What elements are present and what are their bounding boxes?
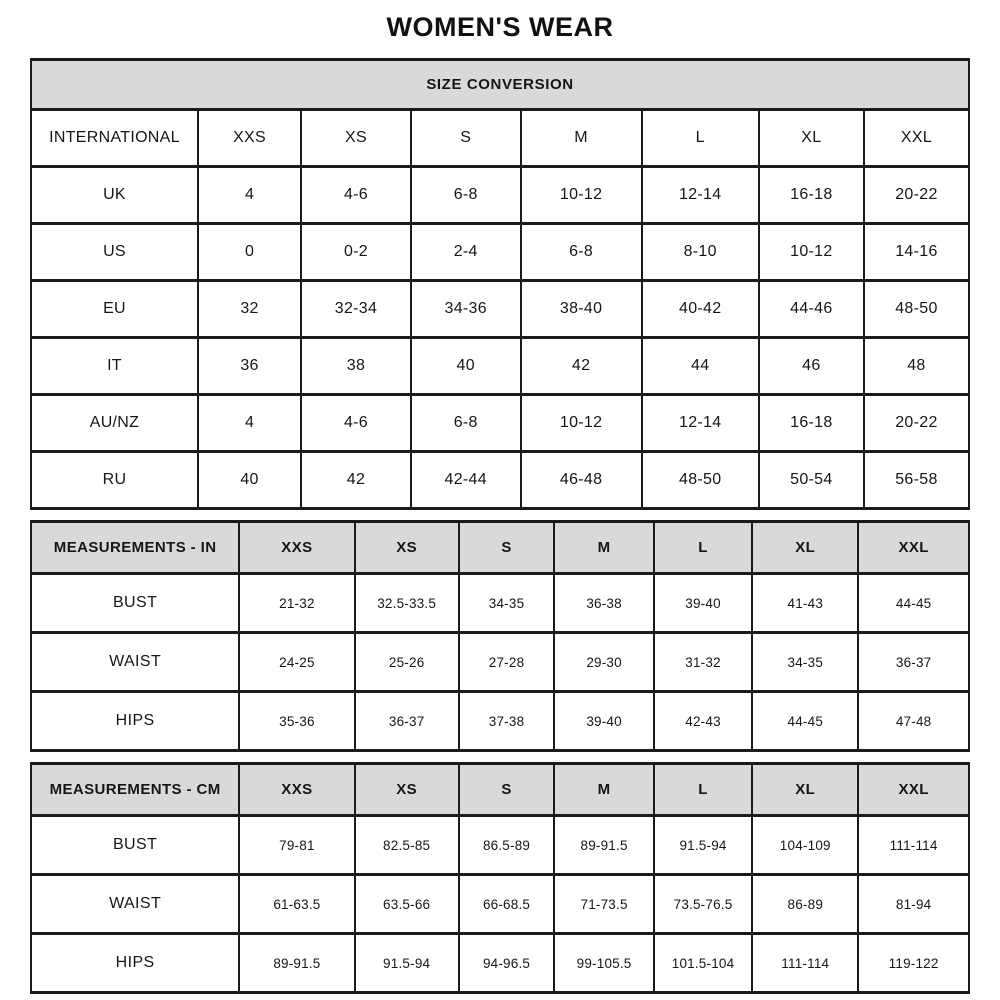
table-row-us [31, 224, 969, 281]
size-cell: 48 [864, 338, 969, 395]
measurement-cell: 66-68.5 [459, 875, 555, 934]
size-cell: 6-8 [411, 167, 521, 224]
row-label-bust: BUST [31, 816, 239, 875]
measurement-cell: 21-32 [239, 574, 354, 633]
table-row-waist-cm [31, 875, 969, 934]
size-cell: 4 [198, 167, 301, 224]
table-row-ru [31, 452, 969, 509]
table-row-eu [31, 281, 969, 338]
column-header-xl: XL [752, 522, 858, 574]
size-cell: 2-4 [411, 224, 521, 281]
column-header-xs: XS [355, 522, 459, 574]
size-cell: 38 [301, 338, 411, 395]
table-row-aunz [31, 395, 969, 452]
measurement-cell: 99-105.5 [554, 934, 653, 993]
size-conversion-heading: SIZE CONVERSION [31, 60, 969, 110]
column-header-l: L [654, 764, 752, 816]
measurement-cell: 73.5-76.5 [654, 875, 752, 934]
size-cell: 56-58 [864, 452, 969, 509]
column-header-m: M [554, 522, 653, 574]
table-row-it [31, 338, 969, 395]
measurement-cell: 104-109 [752, 816, 858, 875]
measurement-cell: 34-35 [752, 633, 858, 692]
column-header-xxl: XXL [858, 522, 969, 574]
measurement-cell: 91.5-94 [355, 934, 459, 993]
size-cell: 20-22 [864, 167, 969, 224]
column-header-international: INTERNATIONAL [31, 110, 198, 167]
table-row-bust-cm [31, 816, 969, 875]
size-cell: 48-50 [642, 452, 759, 509]
size-cell: 8-10 [642, 224, 759, 281]
measurement-cell: 36-38 [554, 574, 653, 633]
measurement-cell: 44-45 [858, 574, 969, 633]
column-header-xxl: XXL [864, 110, 969, 167]
table-row-hips-in [31, 692, 969, 751]
size-cell: 50-54 [759, 452, 864, 509]
row-label-us: US [31, 224, 198, 281]
size-cell: 44-46 [759, 281, 864, 338]
column-header-s: S [459, 764, 555, 816]
measurement-cell: 89-91.5 [554, 816, 653, 875]
size-cell: 10-12 [759, 224, 864, 281]
measurement-cell: 119-122 [858, 934, 969, 993]
measurement-cell: 86-89 [752, 875, 858, 934]
size-cell: 44 [642, 338, 759, 395]
page-title: WOMEN'S WEAR [386, 12, 614, 42]
size-cell: 42-44 [411, 452, 521, 509]
measurement-cell: 101.5-104 [654, 934, 752, 993]
measurement-cell: 79-81 [239, 816, 354, 875]
measurements-in-heading: MEASUREMENTS - IN [31, 522, 239, 574]
measurement-cell: 34-35 [459, 574, 555, 633]
column-header-m: M [554, 764, 653, 816]
size-cell: 6-8 [521, 224, 642, 281]
size-cell: 16-18 [759, 167, 864, 224]
measurement-cell: 32.5-33.5 [355, 574, 459, 633]
measurements-cm-heading: MEASUREMENTS - CM [31, 764, 239, 816]
table-row-uk [31, 167, 969, 224]
row-label-eu: EU [31, 281, 198, 338]
measurements-cm-table [30, 762, 970, 994]
size-cell: 20-22 [864, 395, 969, 452]
size-cell: 4-6 [301, 167, 411, 224]
size-cell: 12-14 [642, 167, 759, 224]
column-header-xxs: XXS [198, 110, 301, 167]
size-cell: 34-36 [411, 281, 521, 338]
size-cell: 40 [198, 452, 301, 509]
size-cell: 42 [521, 338, 642, 395]
size-cell: 46-48 [521, 452, 642, 509]
measurement-cell: 37-38 [459, 692, 555, 751]
column-header-l: L [654, 522, 752, 574]
column-header-xxl: XXL [858, 764, 969, 816]
size-cell: 40 [411, 338, 521, 395]
column-header-s: S [411, 110, 521, 167]
table-row-waist-in [31, 633, 969, 692]
row-label-aunz: AU/NZ [31, 395, 198, 452]
table-caption-row [31, 60, 969, 110]
table-row-bust-in [31, 574, 969, 633]
measurement-cell: 25-26 [355, 633, 459, 692]
size-cell: 4-6 [301, 395, 411, 452]
measurements-cm-header-row [31, 764, 969, 816]
size-cell: 12-14 [642, 395, 759, 452]
measurement-cell: 44-45 [752, 692, 858, 751]
measurement-cell: 35-36 [239, 692, 354, 751]
size-cell: 36 [198, 338, 301, 395]
measurement-cell: 94-96.5 [459, 934, 555, 993]
row-label-waist: WAIST [31, 633, 239, 692]
column-header-xl: XL [759, 110, 864, 167]
size-cell: 42 [301, 452, 411, 509]
row-label-bust: BUST [31, 574, 239, 633]
measurement-cell: 27-28 [459, 633, 555, 692]
measurement-cell: 39-40 [654, 574, 752, 633]
measurement-cell: 86.5-89 [459, 816, 555, 875]
row-label-hips: HIPS [31, 692, 239, 751]
row-label-hips: HIPS [31, 934, 239, 993]
measurement-cell: 29-30 [554, 633, 653, 692]
size-cell: 48-50 [864, 281, 969, 338]
size-cell: 0-2 [301, 224, 411, 281]
size-cell: 10-12 [521, 167, 642, 224]
measurement-cell: 41-43 [752, 574, 858, 633]
column-header-xl: XL [752, 764, 858, 816]
column-header-xs: XS [355, 764, 459, 816]
measurement-cell: 36-37 [858, 633, 969, 692]
measurements-in-header-row [31, 522, 969, 574]
column-header-xxs: XXS [239, 764, 354, 816]
size-conversion-table [30, 58, 970, 510]
table-row-hips-cm [31, 934, 969, 993]
size-cell: 32 [198, 281, 301, 338]
measurement-cell: 39-40 [554, 692, 653, 751]
column-header-m: M [521, 110, 642, 167]
measurements-in-table [30, 520, 970, 752]
measurement-cell: 91.5-94 [654, 816, 752, 875]
size-cell: 10-12 [521, 395, 642, 452]
column-header-row [31, 110, 969, 167]
measurement-cell: 42-43 [654, 692, 752, 751]
size-cell: 6-8 [411, 395, 521, 452]
measurement-cell: 61-63.5 [239, 875, 354, 934]
measurement-cell: 89-91.5 [239, 934, 354, 993]
row-label-it: IT [31, 338, 198, 395]
size-cell: 38-40 [521, 281, 642, 338]
measurement-cell: 82.5-85 [355, 816, 459, 875]
measurement-cell: 24-25 [239, 633, 354, 692]
row-label-uk: UK [31, 167, 198, 224]
column-header-xs: XS [301, 110, 411, 167]
size-cell: 16-18 [759, 395, 864, 452]
row-label-ru: RU [31, 452, 198, 509]
column-header-xxs: XXS [239, 522, 354, 574]
size-cell: 14-16 [864, 224, 969, 281]
size-cell: 40-42 [642, 281, 759, 338]
measurement-cell: 111-114 [752, 934, 858, 993]
size-cell: 4 [198, 395, 301, 452]
measurement-cell: 81-94 [858, 875, 969, 934]
measurement-cell: 63.5-66 [355, 875, 459, 934]
measurement-cell: 111-114 [858, 816, 969, 875]
measurement-cell: 31-32 [654, 633, 752, 692]
size-cell: 32-34 [301, 281, 411, 338]
measurement-cell: 71-73.5 [554, 875, 653, 934]
column-header-s: S [459, 522, 555, 574]
column-header-l: L [642, 110, 759, 167]
measurement-cell: 36-37 [355, 692, 459, 751]
row-label-waist: WAIST [31, 875, 239, 934]
size-cell: 0 [198, 224, 301, 281]
measurement-cell: 47-48 [858, 692, 969, 751]
size-cell: 46 [759, 338, 864, 395]
